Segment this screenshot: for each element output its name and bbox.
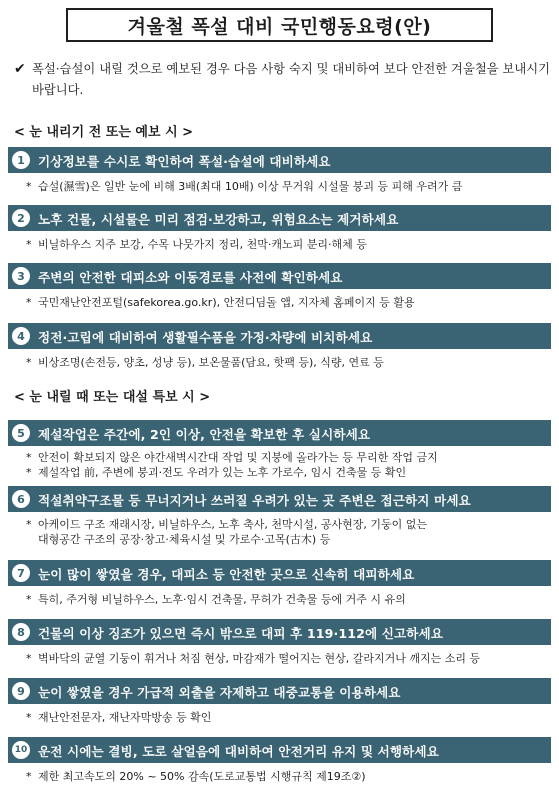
note-text: 재난안전문자, 재난자막방송 등 확인 bbox=[38, 711, 212, 724]
note-text: 국민재난안전포털(safekorea.go.kr), 안전디딤돌 앱, 지자체 홈페이지 등 활용 bbox=[38, 296, 415, 309]
guideline-bar-8 bbox=[8, 619, 551, 645]
note-text: 벽바닥의 균열 기둥이 휘거나 처짐 현상, 마감재가 떨어지는 현상, 갈라지거나 깨지는 소리 등 bbox=[38, 652, 481, 665]
page-title: 겨울철 폭설 대비 국민행동요령(안) bbox=[66, 8, 493, 42]
asterisk-icon: * bbox=[26, 518, 32, 531]
guideline-note-9 bbox=[26, 710, 551, 725]
guideline-bar-7 bbox=[8, 560, 551, 586]
guideline-bar-4 bbox=[8, 323, 551, 349]
asterisk-icon: * bbox=[26, 180, 32, 193]
asterisk-icon: * bbox=[26, 466, 32, 479]
guideline-note-8 bbox=[26, 651, 551, 666]
section-heading-before-snow: < 눈 내리기 전 또는 예보 시 > bbox=[14, 125, 194, 140]
guideline-bar-2 bbox=[8, 205, 551, 231]
guideline-note-3 bbox=[26, 295, 551, 310]
guideline-note-4 bbox=[26, 355, 551, 370]
note-text: 제한 최고속도의 20% ~ 50% 감속(도로교통법 시행규칙 제19조②) bbox=[38, 770, 366, 783]
guideline-text: 주변의 안전한 대피소와 이동경로를 사전에 확인하세요 bbox=[38, 269, 343, 285]
guideline-note-6 bbox=[26, 517, 551, 547]
guideline-note-1 bbox=[26, 179, 551, 194]
note-text: 대형공간 구조의 공장·창고·체육시설 및 가로수·고목(古木) 등 bbox=[38, 533, 331, 546]
asterisk-icon: * bbox=[26, 451, 32, 464]
guideline-text: 운전 시에는 결빙, 도로 살얼음에 대비하여 안전거리 유지 및 서행하세요 bbox=[38, 743, 439, 759]
guideline-bar-1 bbox=[8, 147, 551, 173]
guideline-text: 건물의 이상 징조가 있으면 즉시 밖으로 대피 후 119·112에 신고하세요 bbox=[38, 625, 444, 641]
guideline-bar-6 bbox=[8, 486, 551, 512]
number-badge: 4 bbox=[12, 327, 30, 345]
asterisk-icon: * bbox=[26, 593, 32, 606]
guideline-text: 정전·고립에 대비하여 생활필수품을 가정·차량에 비치하세요 bbox=[38, 329, 373, 345]
number-badge: 7 bbox=[12, 564, 30, 582]
number-badge: 5 bbox=[12, 424, 30, 442]
note-text: 안전이 확보되지 않은 야간새벽시간대 작업 및 지붕에 올라가는 등 무리한 작업 금지 bbox=[38, 451, 438, 464]
asterisk-icon: * bbox=[26, 238, 32, 251]
guideline-text: 눈이 많이 쌓였을 경우, 대피소 등 안전한 곳으로 신속히 대피하세요 bbox=[38, 566, 415, 582]
asterisk-icon: * bbox=[26, 711, 32, 724]
guideline-text: 제설작업은 주간에, 2인 이상, 안전을 확보한 후 실시하세요 bbox=[38, 426, 371, 442]
section-heading-during-snow: < 눈 내릴 때 또는 대설 특보 시 > bbox=[14, 390, 211, 405]
guideline-text: 기상정보를 수시로 확인하여 폭설·습설에 대비하세요 bbox=[38, 153, 331, 169]
note-text: 비닐하우스 지주 보강, 수목 나뭇가지 정리, 천막·캐노피 분리·해체 등 bbox=[38, 238, 367, 251]
number-badge: 1 bbox=[12, 151, 30, 169]
intro-paragraph bbox=[14, 59, 550, 101]
guideline-text: 적설취약구조물 등 무너지거나 쓰러질 우려가 있는 곳 주변은 접근하지 마세요 bbox=[38, 492, 471, 508]
guideline-bar-5 bbox=[8, 420, 551, 446]
asterisk-icon: * bbox=[26, 296, 32, 309]
guideline-text: 노후 건물, 시설물은 미리 점검·보강하고, 위험요소는 제거하세요 bbox=[38, 211, 399, 227]
guideline-bar-10 bbox=[8, 737, 551, 763]
guideline-note-2 bbox=[26, 237, 551, 252]
guideline-text: 눈이 쌓였을 경우 가급적 외출을 자제하고 대중교통을 이용하세요 bbox=[38, 684, 401, 700]
guideline-note-7 bbox=[26, 592, 551, 607]
note-text: 비상조명(손전등, 양초, 성냥 등), 보온물품(담요, 핫팩 등), 식량, 연료 등 bbox=[38, 356, 384, 369]
number-badge: 3 bbox=[12, 267, 30, 285]
asterisk-icon: * bbox=[26, 356, 32, 369]
number-badge: 6 bbox=[12, 490, 30, 508]
guideline-bar-9 bbox=[8, 678, 551, 704]
note-text: 제설작업 前, 주변에 붕괴·전도 우려가 있는 노후 가로수, 임시 건축물 등 확인 bbox=[38, 466, 407, 479]
guideline-note-10 bbox=[26, 769, 551, 784]
asterisk-icon: * bbox=[26, 652, 32, 665]
note-text: 습설(濕雪)은 일반 눈에 비해 3배(최대 10배) 이상 무거워 시설물 붕괴 등 피해 우려가 큼 bbox=[38, 180, 463, 193]
check-icon: ✔ bbox=[14, 61, 26, 77]
intro-text: 폭설·습설이 내릴 것으로 예보된 경우 다음 사항 숙지 및 대비하여 보다 안전한 겨울철을 보내시기 바랍니다. bbox=[32, 62, 550, 97]
asterisk-icon: * bbox=[26, 770, 32, 783]
number-badge: 9 bbox=[12, 682, 30, 700]
note-text: 아케이드 구조 재래시장, 비닐하우스, 노후 축사, 천막시설, 공사현장, 기둥이 없는 bbox=[38, 518, 427, 531]
number-badge: 10 bbox=[12, 741, 30, 759]
guideline-note-5 bbox=[26, 450, 551, 480]
guideline-bar-3 bbox=[8, 263, 551, 289]
number-badge: 2 bbox=[12, 209, 30, 227]
note-text: 특히, 주거형 비닐하우스, 노후·임시 건축물, 무허가 건축물 등에 거주 시 유의 bbox=[38, 593, 406, 606]
number-badge: 8 bbox=[12, 623, 30, 641]
